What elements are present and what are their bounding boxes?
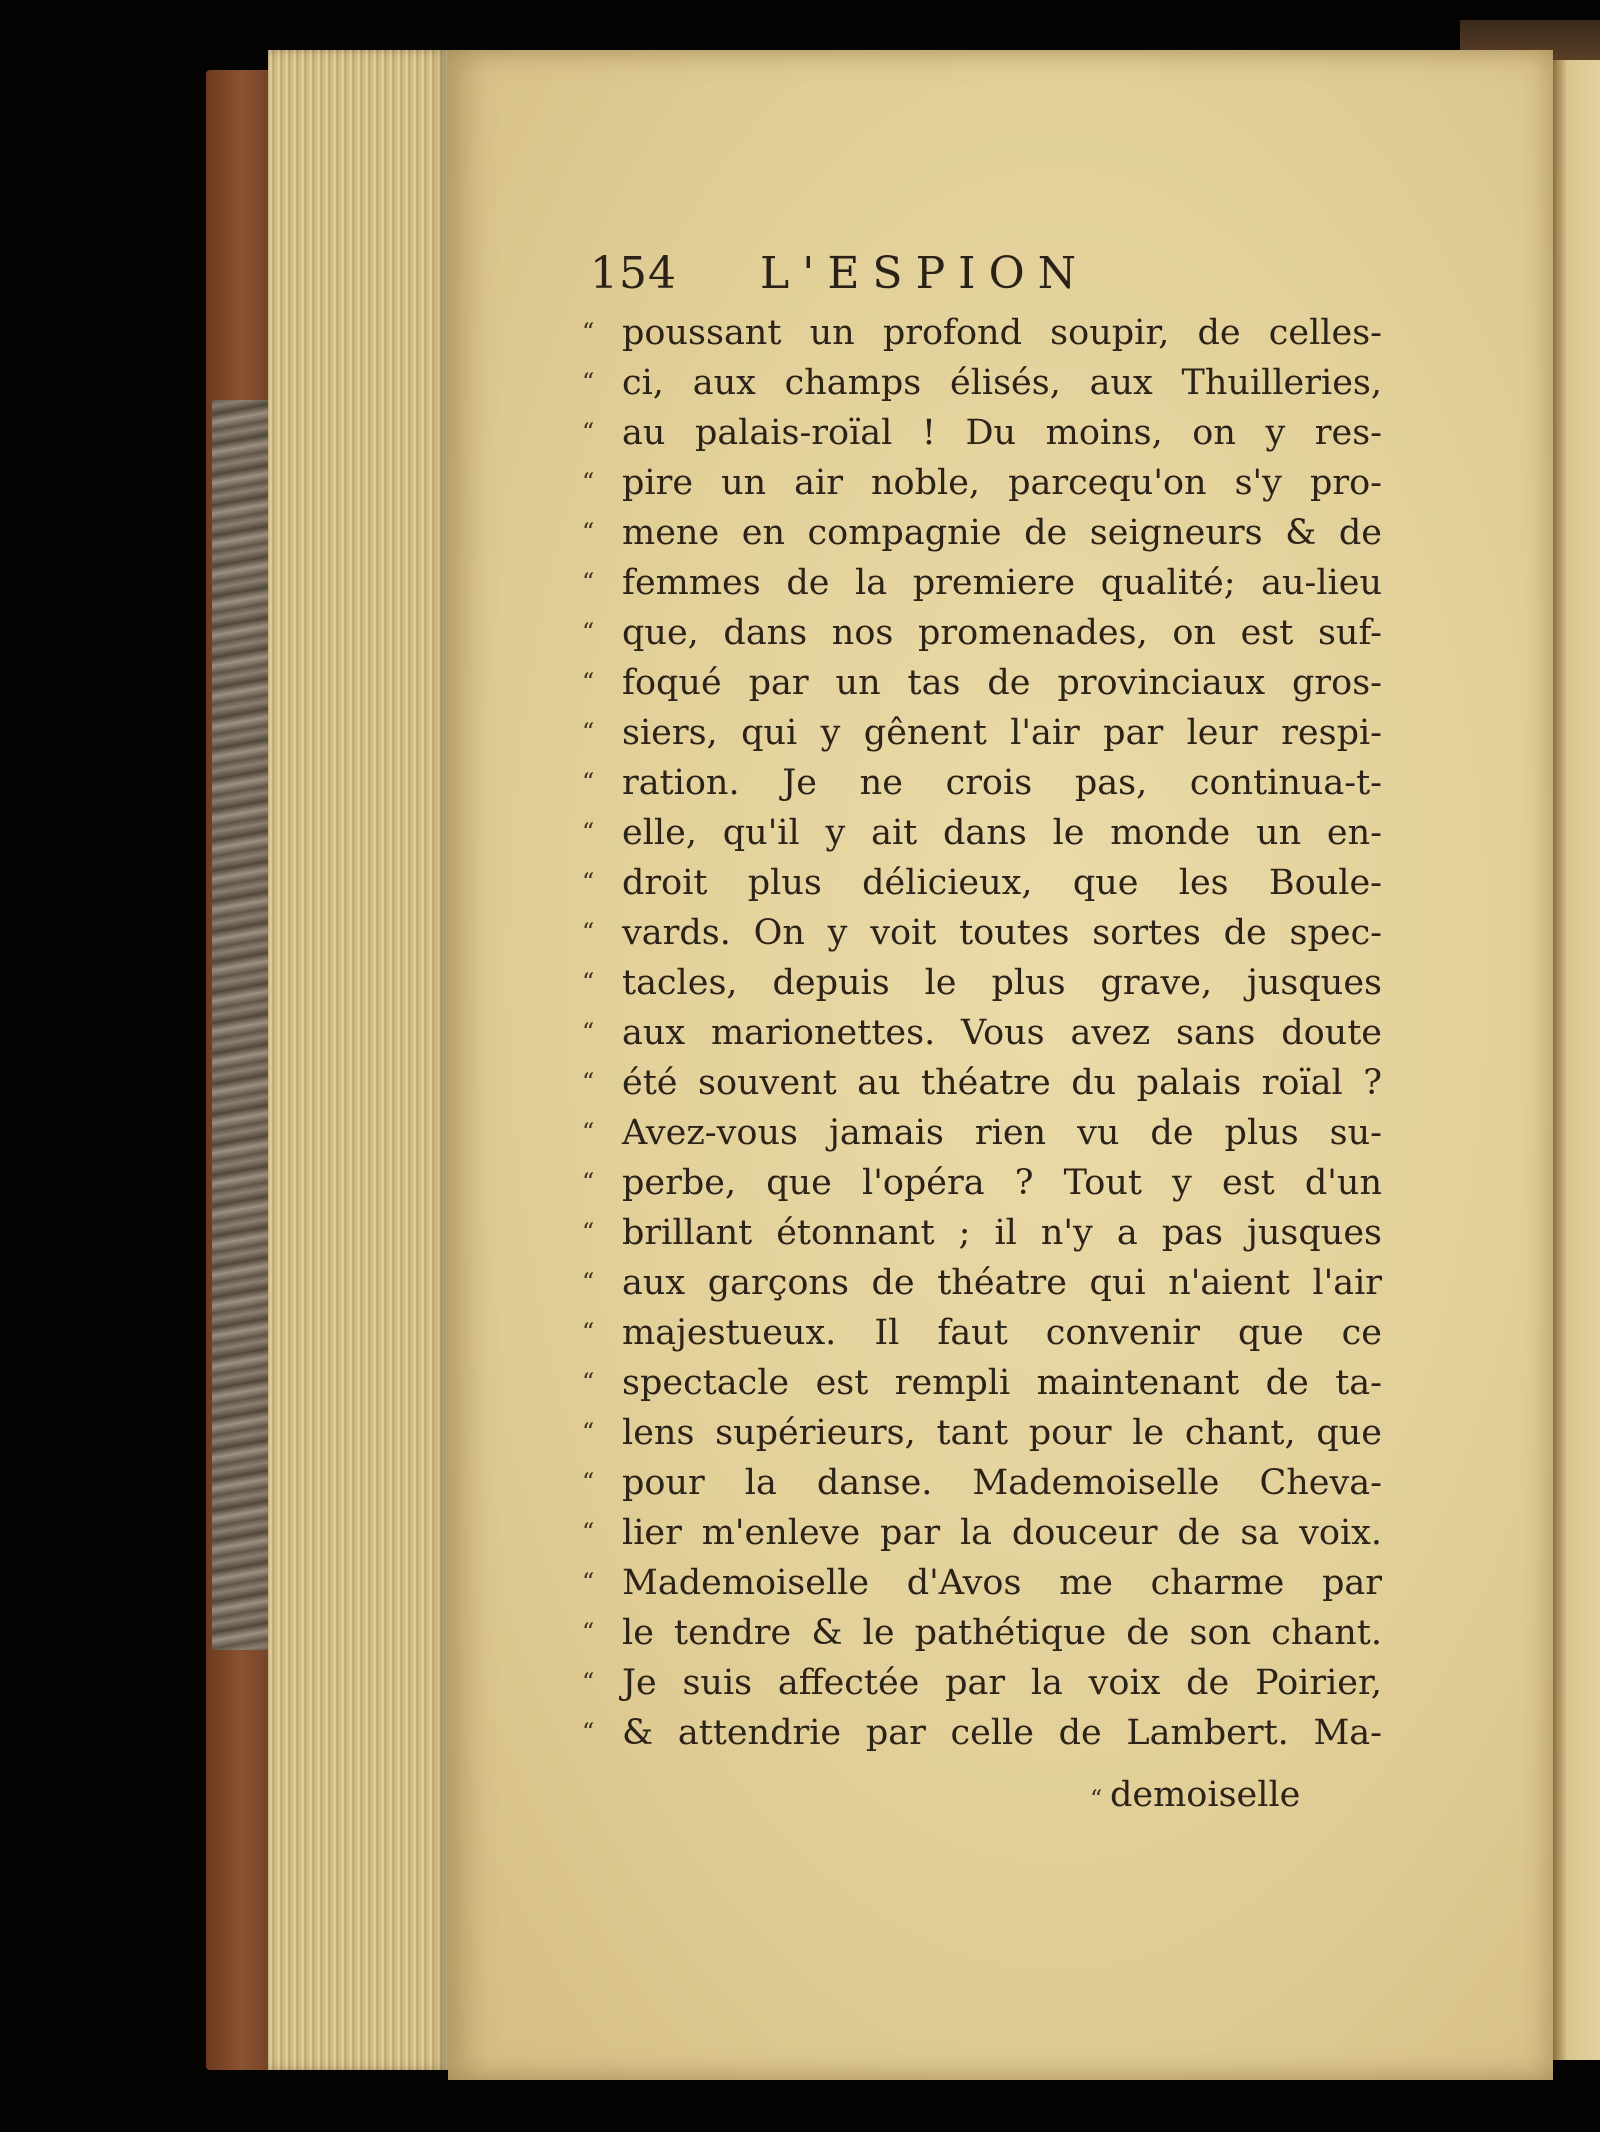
text-line-content: Avez-vous jamais rien vu de plus su- xyxy=(622,1113,1382,1153)
text-line xyxy=(582,1558,1382,1608)
text-line-content: aux garçons de théatre qui n'aient l'air xyxy=(622,1263,1382,1303)
text-line xyxy=(582,858,1382,908)
text-line xyxy=(582,508,1382,558)
text-line-content: pire un air noble, parcequ'on s'y pro- xyxy=(622,463,1382,503)
text-line xyxy=(582,908,1382,958)
quote-mark: “ xyxy=(582,1668,594,1696)
quote-mark: “ xyxy=(582,1218,594,1246)
text-line xyxy=(582,1058,1382,1108)
text-line xyxy=(582,1508,1382,1558)
text-line-content: brillant étonnant ; il n'y a pas jusques xyxy=(622,1213,1382,1253)
quote-mark: “ xyxy=(582,618,594,646)
text-line xyxy=(582,958,1382,1008)
text-line-content: ration. Je ne crois pas, continua-t- xyxy=(622,763,1382,803)
text-line-content: aux marionettes. Vous avez sans doute xyxy=(622,1013,1382,1053)
quote-mark: “ xyxy=(582,1518,594,1546)
quote-mark: “ xyxy=(582,768,594,796)
quote-mark: “ xyxy=(582,1718,594,1746)
quote-mark: “ xyxy=(582,718,594,746)
quote-mark: “ xyxy=(582,668,594,696)
text-line xyxy=(582,1658,1382,1708)
text-line-content: pour la danse. Mademoiselle Cheva- xyxy=(622,1463,1382,1503)
quote-mark: “ xyxy=(582,1318,594,1346)
page-edges xyxy=(268,50,448,2070)
text-line-content: au palais-roïal ! Du moins, on y res- xyxy=(622,413,1382,453)
text-line xyxy=(582,1308,1382,1358)
text-line-content: lens supérieurs, tant pour le chant, que xyxy=(622,1413,1382,1453)
text-line-content: perbe, que l'opéra ? Tout y est d'un xyxy=(622,1163,1382,1203)
text-line-content: lier m'enleve par la douceur de sa voix. xyxy=(622,1513,1382,1553)
text-line xyxy=(582,1608,1382,1658)
quote-mark: “ xyxy=(582,368,594,396)
text-line xyxy=(582,1408,1382,1458)
text-line-content: Je suis affectée par la voix de Poirier, xyxy=(622,1663,1382,1703)
quote-mark: “ xyxy=(582,1268,594,1296)
text-line-content: foqué par un tas de provinciaux gros- xyxy=(622,663,1382,703)
quote-mark: “ xyxy=(582,1568,594,1596)
text-line-content: été souvent au théatre du palais roïal ? xyxy=(622,1063,1382,1103)
text-line-content: que, dans nos promenades, on est suf- xyxy=(622,613,1382,653)
text-line-content: tacles, depuis le plus grave, jusques xyxy=(622,963,1382,1003)
quote-mark: “ xyxy=(582,1468,594,1496)
text-line xyxy=(582,1008,1382,1058)
text-line-content: droit plus délicieux, que les Boule- xyxy=(622,863,1382,903)
running-head xyxy=(590,248,1410,308)
text-line xyxy=(582,758,1382,808)
text-line xyxy=(582,1258,1382,1308)
text-line-content: mene en compagnie de seigneurs & de xyxy=(622,513,1382,553)
text-line xyxy=(582,558,1382,608)
text-line xyxy=(582,658,1382,708)
text-line xyxy=(582,1708,1382,1758)
text-line xyxy=(582,308,1382,358)
quote-mark: “ xyxy=(582,868,594,896)
text-line xyxy=(582,408,1382,458)
quote-mark: “ xyxy=(582,518,594,546)
text-line-content: siers, qui y gênent l'air par leur respi- xyxy=(622,713,1382,753)
text-line xyxy=(582,458,1382,508)
text-line-content: le tendre & le pathétique de son chant. xyxy=(622,1613,1382,1653)
text-line-content: poussant un profond soupir, de celles- xyxy=(622,313,1382,353)
text-line xyxy=(582,708,1382,758)
text-line xyxy=(582,1458,1382,1508)
quote-mark: “ xyxy=(582,468,594,496)
quote-mark: “ xyxy=(582,318,594,346)
text-line-content: femmes de la premiere qualité; au-lieu xyxy=(622,563,1382,603)
text-line xyxy=(582,1108,1382,1158)
quote-mark: “ xyxy=(582,968,594,996)
text-line xyxy=(582,1358,1382,1408)
next-page-edge xyxy=(1553,60,1600,2060)
text-line-content: spectacle est rempli maintenant de ta- xyxy=(622,1363,1382,1403)
catchword-quote-mark: “ xyxy=(1090,1785,1102,1813)
quote-mark: “ xyxy=(582,918,594,946)
text-line-content: vards. On y voit toutes sortes de spec- xyxy=(622,913,1382,953)
catchword: demoiselle xyxy=(1110,1775,1301,1815)
quote-mark: “ xyxy=(582,418,594,446)
text-line xyxy=(582,608,1382,658)
quote-mark: “ xyxy=(582,1168,594,1196)
page-header-title: L'ESPION xyxy=(760,248,1090,299)
marbled-endpaper xyxy=(212,400,272,1650)
text-line-content: majestueux. Il faut convenir que ce xyxy=(622,1313,1382,1353)
quote-mark: “ xyxy=(582,818,594,846)
text-line-content: elle, qu'il y ait dans le monde un en- xyxy=(622,813,1382,853)
text-line xyxy=(582,808,1382,858)
text-line xyxy=(582,1208,1382,1258)
quote-mark: “ xyxy=(582,1118,594,1146)
quote-mark: “ xyxy=(582,1068,594,1096)
page-number: 154 xyxy=(590,248,677,299)
text-line-content: & attendrie par celle de Lambert. Ma- xyxy=(622,1713,1382,1753)
text-line-content: ci, aux champs élisés, aux Thuilleries, xyxy=(622,363,1382,403)
text-line-content: Mademoiselle d'Avos me charme par xyxy=(622,1563,1382,1603)
quote-mark: “ xyxy=(582,1618,594,1646)
quote-mark: “ xyxy=(582,568,594,596)
quote-mark: “ xyxy=(582,1018,594,1046)
quote-mark: “ xyxy=(582,1368,594,1396)
body-text xyxy=(582,308,1382,1758)
text-line xyxy=(582,358,1382,408)
quote-mark: “ xyxy=(582,1418,594,1446)
text-line xyxy=(582,1158,1382,1208)
